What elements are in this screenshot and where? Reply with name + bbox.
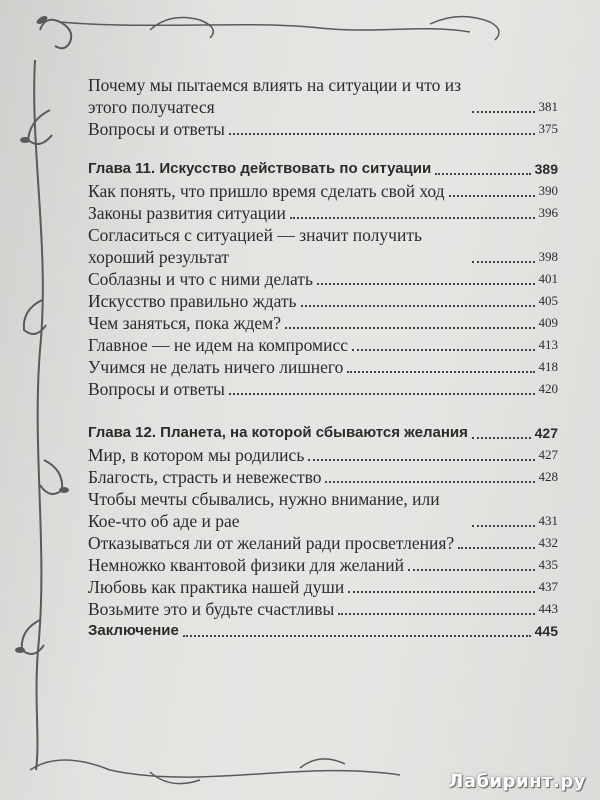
toc-entry (88, 334, 558, 356)
entry-page: 427 (538, 447, 558, 462)
toc-entry (88, 532, 558, 554)
dot-leader (435, 173, 530, 175)
dot-leader (408, 569, 535, 571)
chapter-heading (88, 158, 558, 180)
toc-entry (88, 554, 558, 576)
entry-title: Чем заняться, пока ждем? (88, 313, 281, 333)
entry-page: 431 (538, 513, 558, 528)
dot-leader (229, 133, 535, 135)
entry-title: Законы развития ситуации (88, 203, 286, 223)
entry-title: Чтобы мечты сбывались, нужно внимание, или Кое-что об аде и рае (88, 489, 440, 531)
entry-page: 398 (538, 249, 558, 264)
entry-title: Почему мы пытаемся влиять на ситуации и что из этого получатеся (88, 75, 462, 117)
dot-leader (348, 591, 534, 593)
dot-leader (325, 481, 534, 483)
conclusion-entry (88, 620, 558, 642)
dot-leader (347, 371, 534, 373)
entry-title: Вопросы и ответы (88, 379, 225, 399)
toc-entry (88, 118, 558, 140)
entry-page: 432 (538, 535, 558, 550)
dot-leader (290, 217, 535, 219)
entry-title: Вопросы и ответы (88, 119, 225, 139)
entry-title: Учимся не делать ничего лишнего (88, 357, 344, 377)
toc-entry (88, 202, 558, 224)
dot-leader (449, 195, 535, 197)
bottom-vine (30, 760, 400, 777)
dot-leader (472, 111, 535, 113)
leaf-icon (59, 487, 69, 493)
toc-entry (88, 224, 558, 268)
toc-entry (88, 598, 558, 620)
top-left-swirl (40, 20, 71, 48)
entry-title: Возьмите это и будьте счастливы (88, 599, 335, 619)
entry-page: 390 (538, 183, 558, 198)
entry-page: 443 (538, 601, 558, 616)
dot-leader (183, 635, 531, 637)
chapter-title: Глава 11. Искусство действовать по ситуации (88, 160, 432, 177)
toc-entry (88, 576, 558, 598)
toc-entry (88, 356, 558, 378)
conclusion-page: 445 (534, 623, 558, 639)
toc-entry (88, 290, 558, 312)
dot-leader (472, 437, 531, 439)
entry-title: Любовь как практика нашей души (88, 577, 345, 597)
entry-title: Немножко квантовой физики для желаний (88, 555, 404, 575)
entry-page: 401 (538, 271, 558, 286)
dot-leader (301, 305, 535, 307)
toc-entry (88, 268, 558, 290)
dot-leader (472, 261, 535, 263)
entry-page: 381 (538, 99, 558, 114)
dot-leader (458, 547, 534, 549)
entry-title: Мир, в котором мы родились (88, 445, 305, 465)
entry-page: 420 (538, 381, 558, 396)
leaf-icon (20, 137, 30, 143)
dot-leader (229, 393, 535, 395)
toc-entry (88, 74, 558, 118)
entry-page: 437 (538, 579, 558, 594)
dot-leader (338, 613, 534, 615)
entry-title: Искусство правильно ждать (88, 291, 297, 311)
entry-page: 375 (538, 121, 558, 136)
left-vine (34, 60, 43, 770)
toc-entry (88, 466, 558, 488)
entry-title: Главное — не идем на компромисс (88, 335, 349, 355)
chapter-title: Глава 12. Планета, на которой сбываются желания (88, 424, 468, 441)
entry-page: 435 (538, 557, 558, 572)
entry-title: Отказываться ли от желаний ради просветления? (88, 533, 455, 553)
dot-leader (308, 459, 534, 461)
entry-page: 413 (538, 337, 558, 352)
chapter-page: 427 (534, 425, 558, 441)
toc-entry (88, 444, 558, 466)
entry-page: 409 (538, 315, 558, 330)
leaf-icon (15, 647, 25, 653)
watermark: Лабиринт.ру (448, 771, 586, 792)
entry-page: 418 (538, 359, 558, 374)
conclusion-title: Заключение (88, 622, 179, 639)
toc-entry (88, 312, 558, 334)
chapter-page: 389 (534, 161, 558, 177)
dot-leader (317, 283, 535, 285)
entry-page: 396 (538, 205, 558, 220)
dot-leader (472, 525, 535, 527)
entry-title: Согласиться с ситуацией — значит получить хороший результат (88, 225, 422, 267)
entry-page: 428 (538, 469, 558, 484)
toc-entry (88, 488, 558, 532)
toc-entry (88, 378, 558, 400)
table-of-contents (88, 74, 558, 642)
entry-title: Как понять, что пришло время сделать свой ход (88, 181, 445, 201)
entry-page: 405 (538, 293, 558, 308)
toc-entry (88, 180, 558, 202)
entry-title: Благость, страсть и невежество (88, 467, 322, 487)
entry-title: Соблазны и что с ними делать (88, 269, 313, 289)
chapter-heading (88, 422, 558, 444)
dot-leader (352, 349, 534, 351)
dot-leader (285, 327, 535, 329)
